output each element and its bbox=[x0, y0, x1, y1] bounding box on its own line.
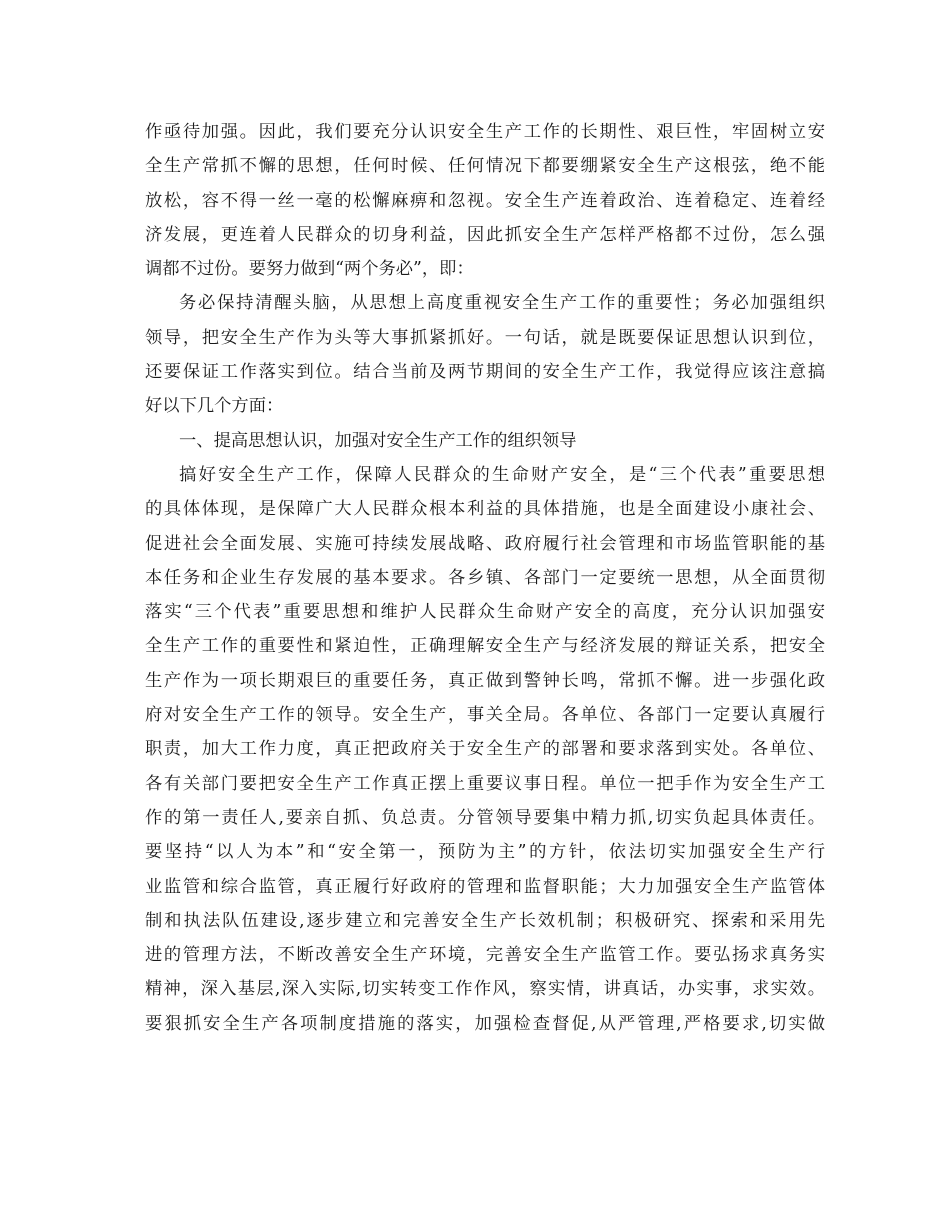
text-line: 各有关部门要把安全生产工作真正摆上重要议事日程。单位一把手作为安全生产工 bbox=[145, 773, 825, 794]
text-line: 作的第一责任人,要亲自抓、负总责。分管领导要集中精力抓,切实负起具体责任。 bbox=[145, 807, 825, 828]
text-line: 调都不过份。要努力做到“两个务必”，即： bbox=[145, 259, 474, 280]
text-line: 府对安全生产工作的领导。安全生产，事关全局。各单位、各部门一定要认真履行 bbox=[145, 705, 825, 726]
text-line: 要坚持“以人为本”和“安全第一，预防为主”的方针，依法切实加强安全生产行 bbox=[145, 842, 825, 863]
text-line: 领导，把安全生产作为头等大事抓紧抓好。一句话，就是既要保证思想认识到位， bbox=[145, 327, 825, 348]
text-line: 业监管和综合监管，真正履行好政府的管理和监督职能；大力加强安全生产监管体 bbox=[145, 876, 825, 897]
text-line: 进的管理方法，不断改善安全生产环境，完善安全生产监管工作。要弘扬求真务实 bbox=[145, 945, 825, 966]
text-line: 放松，容不得一丝一毫的松懈麻痹和忽视。安全生产连着政治、连着稳定、连着经 bbox=[145, 190, 825, 211]
text-line: 全生产常抓不懈的思想，任何时候、任何情况下都要绷紧安全生产这根弦，绝不能 bbox=[145, 156, 825, 177]
paragraph-first-line: 搞好安全生产工作，保障人民群众的生命财产安全，是“三个代表”重要思想 bbox=[179, 464, 825, 485]
text-line: 生产作为一项长期艰巨的重要任务，真正做到警钟长鸣，常抓不懈。进一步强化政 bbox=[145, 670, 825, 691]
text-line: 的具体体现，是保障广大人民群众根本利益的具体措施，也是全面建设小康社会、 bbox=[145, 499, 825, 520]
section-heading: 一、提高思想认识，加强对安全生产工作的组织领导 bbox=[179, 430, 577, 451]
text-line: 要狠抓安全生产各项制度措施的落实，加强检查督促,从严管理,严格要求,切实做 bbox=[145, 1013, 825, 1034]
text-line: 精神，深入基层,深入实际,切实转变工作作风，察实情，讲真话，办实事，求实效。 bbox=[145, 979, 825, 1000]
text-line: 制和执法队伍建设,逐步建立和完善安全生产长效机制；积极研究、探索和采用先 bbox=[145, 910, 825, 931]
text-line: 促进社会全面发展、实施可持续发展战略、政府履行社会管理和市场监管职能的基 bbox=[145, 533, 825, 554]
paragraph-first-line: 务必保持清醒头脑，从思想上高度重视安全生产工作的重要性；务必加强组织 bbox=[179, 293, 825, 314]
text-line: 好以下几个方面： bbox=[145, 396, 284, 417]
body-text bbox=[145, 115, 825, 1041]
text-line: 还要保证工作落实到位。结合当前及两节期间的安全生产工作，我觉得应该注意搞 bbox=[145, 362, 825, 383]
text-line: 作亟待加强。因此，我们要充分认识安全生产工作的长期性、艰巨性，牢固树立安 bbox=[145, 122, 825, 142]
text-line: 职责，加大工作力度，真正把政府关于安全生产的部署和要求落到实处。各单位、 bbox=[145, 739, 825, 760]
text-line: 济发展，更连着人民群众的切身利益，因此抓安全生产怎样严格都不过份，怎么强 bbox=[145, 224, 825, 245]
text-line: 本任务和企业生存发展的基本要求。各乡镇、各部门一定要统一思想，从全面贯彻 bbox=[145, 567, 825, 588]
text-line: 全生产工作的重要性和紧迫性，正确理解安全生产与经济发展的辩证关系，把安全 bbox=[145, 636, 825, 657]
text-line: 落实“三个代表”重要思想和维护人民群众生命财产安全的高度，充分认识加强安 bbox=[145, 602, 825, 623]
